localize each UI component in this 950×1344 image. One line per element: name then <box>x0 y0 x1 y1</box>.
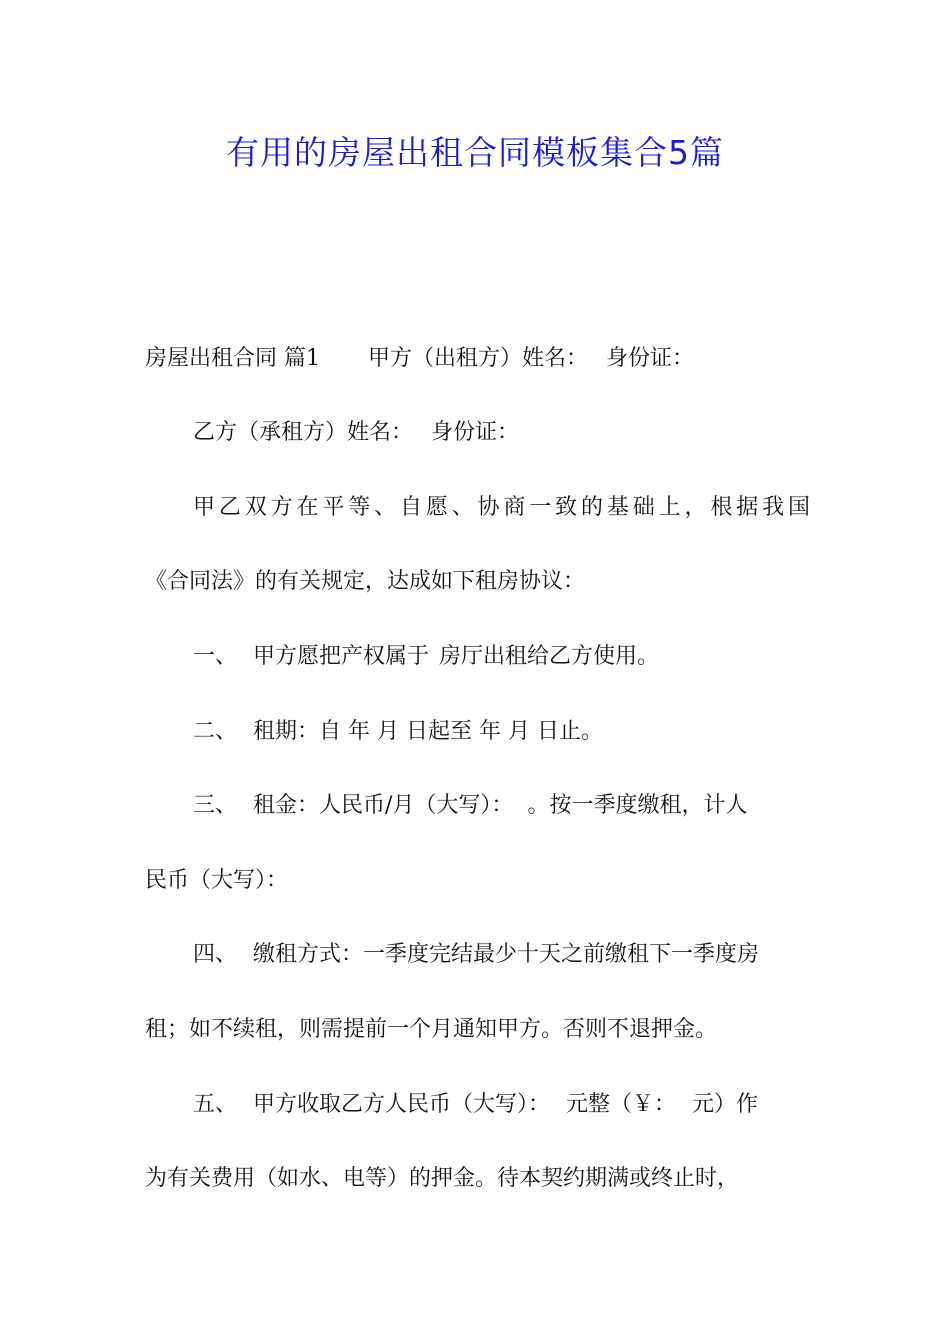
clause-1-number: 一、 <box>193 644 238 669</box>
party-b-id-label: 身份证： <box>431 420 520 445</box>
clause-4 <box>193 935 810 975</box>
clause-4-text: 缴租方式：一季度完结最少十天之前缴租下一季度房 <box>253 942 760 967</box>
clause-5-continued: 为有关费用（如水、电等）的押金。待本契约期满或终止时， <box>145 1166 740 1191</box>
document-title: 有用的房屋出租合同模板集合5篇 <box>226 133 724 172</box>
clause-1-text-b: 房厅出租给乙方使用。 <box>439 644 660 669</box>
clause-3-continued: 民币（大写）： <box>145 868 289 893</box>
party-a-id-label: 身份证： <box>606 346 695 371</box>
clause-3-text-b: 。按一季度缴租，计人 <box>527 793 748 818</box>
clause-1 <box>193 637 810 677</box>
clause-4-continued: 租；如不续租，则需提前一个月通知甲方。否则不退押金。 <box>145 1017 718 1042</box>
clause-5-text-c: 元）作 <box>692 1092 759 1117</box>
clause-5 <box>193 1085 810 1125</box>
party-a-name-label: 甲方（出租方）姓名： <box>368 346 589 371</box>
clause-1-text-a: 甲方愿把产权属于 <box>253 644 430 669</box>
party-b-name-label: 乙方（承租方）姓名： <box>193 420 414 445</box>
clause-4-number: 四、 <box>193 942 238 967</box>
party-b-line <box>193 413 810 453</box>
preamble-line-2: 《合同法》的有关规定，达成如下租房协议： <box>145 569 586 594</box>
clause-5-text-b: 元整（￥： <box>566 1092 677 1117</box>
clause-5-text-a: 甲方收取乙方人民币（大写）： <box>253 1092 551 1117</box>
clause-2 <box>193 712 810 752</box>
preamble-line-1: 甲乙双方在平等、自愿、协商一致的基础上，根据我国 <box>193 495 810 520</box>
clause-5-number: 五、 <box>193 1092 238 1117</box>
clause-2-text: 租期：自 年 月 日起至 年 月 日止。 <box>253 719 603 744</box>
clause-3-number: 三、 <box>193 793 238 818</box>
clause-3-text-a: 租金：人民币/月（大写）： <box>253 793 514 818</box>
party-a-line <box>145 339 810 379</box>
clause-3 <box>193 786 810 826</box>
clause-2-number: 二、 <box>193 719 238 744</box>
contract-heading: 房屋出租合同 篇1 <box>145 346 320 371</box>
